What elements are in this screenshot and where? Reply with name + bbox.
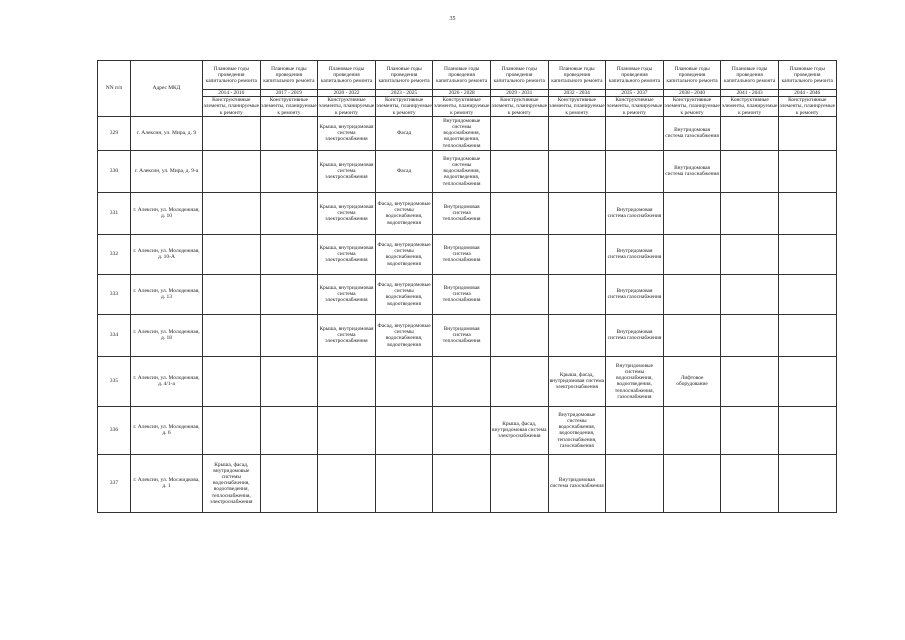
repair-elements-cell <box>548 192 606 234</box>
repair-elements-cell: Фасад, внутридомовые системы водоснабжения, водоотведения <box>375 274 433 314</box>
repair-elements-cell <box>433 356 491 406</box>
repair-elements-cell <box>663 192 721 234</box>
row-address: г. Алексин, ул. Молодежная, д. 18 <box>131 314 203 356</box>
repair-elements-cell <box>721 116 779 150</box>
repair-elements-cell <box>203 234 261 274</box>
row-number: 333 <box>98 274 131 314</box>
row-address: г. Алексин, ул. Молодежная, д. 13 <box>131 274 203 314</box>
page-number: 35 <box>449 16 456 22</box>
repair-elements-cell: Внутридомовая система теплоснабжения <box>433 192 491 234</box>
row-address: г. Алексин, ул. Мира, д. 9 <box>131 116 203 150</box>
repair-elements-cell: Фасад <box>375 150 433 192</box>
repair-elements-cell <box>490 356 548 406</box>
header-period-years: 2029 - 2031 <box>490 90 548 97</box>
row-address: г. Алексин, ул. Мосжидкова, д. 1 <box>131 454 203 512</box>
header-period-title: Плановые годы проведения капитального ремонта <box>490 61 548 90</box>
header-elements-title: Конструктивные элементы, планируемые к ремонту <box>318 97 375 116</box>
header-period-title: Плановые годы проведения капитального ремонта <box>778 61 836 90</box>
header-period-years: 2038 - 2040 <box>663 90 721 97</box>
repair-elements-cell: Крыша, внутридомовая система электроснабжения <box>318 150 376 192</box>
table-row <box>98 116 837 150</box>
header-period-years: 2044 - 2046 <box>778 90 836 97</box>
repair-elements-cell <box>721 274 779 314</box>
repair-elements-cell <box>548 150 606 192</box>
header-elements-title: Конструктивные элементы, планируемые к ремонту <box>721 97 778 116</box>
table-row <box>98 150 837 192</box>
repair-elements-cell: Внутридомовая система теплоснабжения <box>433 234 491 274</box>
repair-elements-cell <box>663 274 721 314</box>
repair-elements-cell: Внутридомовые системы водоснабжения, водоотведения, теплоснабжения <box>433 116 491 150</box>
repair-elements-cell <box>548 116 606 150</box>
repair-elements-cell <box>721 234 779 274</box>
repair-elements-cell <box>490 274 548 314</box>
repair-elements-cell: Крыша, внутридомовая система электроснабжения <box>318 192 376 234</box>
repair-elements-cell <box>721 150 779 192</box>
header-period-title: Плановые годы проведения капитального ремонта <box>663 61 721 90</box>
repair-elements-cell <box>606 116 664 150</box>
header-period-title: Плановые годы проведения капитального ремонта <box>548 61 606 90</box>
repair-elements-cell: Внутридомовая система газоснабжения <box>606 314 664 356</box>
row-number: 334 <box>98 314 131 356</box>
row-address: г. Алексин, ул. Молодежная, д. 4/1-а <box>131 356 203 406</box>
repair-elements-cell: Внутридомовая система газоснабжения <box>663 150 721 192</box>
repair-elements-cell <box>606 454 664 512</box>
repair-elements-cell <box>606 150 664 192</box>
repair-elements-cell: Фасад <box>375 116 433 150</box>
repair-elements-cell: Внутридомовая система теплоснабжения <box>433 314 491 356</box>
repair-elements-cell <box>203 274 261 314</box>
repair-elements-cell <box>318 454 376 512</box>
repair-elements-cell <box>203 314 261 356</box>
repair-elements-cell <box>490 150 548 192</box>
row-number: 332 <box>98 234 131 274</box>
repair-elements-cell <box>260 116 318 150</box>
repair-elements-cell <box>663 406 721 454</box>
header-period-years: 2041 - 2043 <box>721 90 779 97</box>
repair-elements-cell: Лифтовое оборудование <box>663 356 721 406</box>
header-num: NN п/п <box>98 61 131 117</box>
row-number: 331 <box>98 192 131 234</box>
repair-elements-cell <box>260 314 318 356</box>
header-period-title: Плановые годы проведения капитального ремонта <box>318 61 376 90</box>
repair-elements-cell <box>375 356 433 406</box>
repair-elements-cell <box>203 150 261 192</box>
repair-elements-cell: Внутридомовые системы водоснабжения, водоотведения, теплоснабжения <box>433 150 491 192</box>
row-number: 329 <box>98 116 131 150</box>
repair-elements-cell <box>490 314 548 356</box>
repair-elements-cell <box>548 274 606 314</box>
repair-elements-cell: Крыша, внутридомовая система электроснабжения <box>318 274 376 314</box>
header-period-title: Плановые годы проведения капитального ремонта <box>203 61 261 90</box>
repair-elements-cell: Фасад, внутридомовые системы водоснабжения, водоотведения <box>375 192 433 234</box>
repair-elements-cell <box>433 406 491 454</box>
header-elements-title: Конструктивные элементы, планируемые к ремонту <box>549 97 605 116</box>
header-period-years: 2026 - 2028 <box>433 90 491 97</box>
header-elements-title: Конструктивные элементы, планируемые к ремонту <box>261 97 317 116</box>
header-elements-title: Конструктивные элементы, планируемые к ремонту <box>376 97 432 116</box>
repair-elements-cell <box>260 274 318 314</box>
repair-elements-cell <box>490 454 548 512</box>
table-row <box>98 454 837 512</box>
repair-elements-cell: Внутридомовая система газоснабжения <box>606 192 664 234</box>
repair-elements-cell <box>778 314 836 356</box>
repair-elements-cell <box>778 356 836 406</box>
repair-elements-cell <box>375 454 433 512</box>
header-period-years: 2014 - 2016 <box>203 90 261 97</box>
header-period-title: Плановые годы проведения капитального ремонта <box>433 61 491 90</box>
repair-elements-cell <box>663 314 721 356</box>
row-number: 336 <box>98 406 131 454</box>
repair-elements-cell: Внутридомовая система газоснабжения <box>663 116 721 150</box>
header-period-title: Плановые годы проведения капитального ремонта <box>260 61 318 90</box>
repair-elements-cell <box>260 454 318 512</box>
repair-elements-cell: Крыша, фасад, внутридомовые системы водоснабжения, водоотведения, теплоснабжения, электроснабжения <box>203 454 261 512</box>
repair-elements-cell <box>203 192 261 234</box>
table-row <box>98 274 837 314</box>
repair-elements-cell: Внутридомовая система газоснабжения <box>606 274 664 314</box>
row-address: г. Алексин, ул. Мира, д. 9-а <box>131 150 203 192</box>
repair-elements-cell: Внутридомовые системы водоснабжения, водоотведения, теплоснабжения, газоснабжения <box>606 356 664 406</box>
repair-elements-cell <box>778 454 836 512</box>
repair-elements-cell <box>778 274 836 314</box>
repair-elements-cell <box>318 406 376 454</box>
repair-elements-cell <box>203 116 261 150</box>
repair-elements-cell: Крыша, фасад, внутридомовая система электроснабжения <box>548 356 606 406</box>
repair-elements-cell <box>375 406 433 454</box>
repair-elements-cell <box>778 234 836 274</box>
repair-elements-cell: Крыша, внутридомовая система электроснабжения <box>318 314 376 356</box>
header-period-years: 2023 - 2025 <box>375 90 433 97</box>
row-number: 330 <box>98 150 131 192</box>
repair-elements-cell <box>318 356 376 406</box>
repair-schedule-table <box>97 60 837 513</box>
row-address: г. Алексин, ул. Молодежная, д. 10 <box>131 192 203 234</box>
repair-elements-cell <box>606 406 664 454</box>
repair-elements-cell <box>548 234 606 274</box>
row-address: г. Алексин, ул. Молодежная, д. 6 <box>131 406 203 454</box>
table-row <box>98 406 837 454</box>
repair-elements-cell <box>490 116 548 150</box>
header-period-title: Плановые годы проведения капитального ремонта <box>375 61 433 90</box>
repair-elements-cell <box>778 116 836 150</box>
repair-elements-cell <box>490 192 548 234</box>
header-period-years: 2020 - 2022 <box>318 90 376 97</box>
repair-elements-cell <box>663 234 721 274</box>
repair-elements-cell <box>260 406 318 454</box>
header-elements-title: Конструктивные элементы, планируемые к ремонту <box>203 97 260 116</box>
header-address: Адрес МКД <box>131 61 203 117</box>
row-number: 335 <box>98 356 131 406</box>
header-period-title: Плановые годы проведения капитального ремонта <box>606 61 664 90</box>
repair-elements-cell <box>721 314 779 356</box>
repair-elements-cell <box>721 192 779 234</box>
repair-elements-cell <box>260 150 318 192</box>
repair-elements-cell <box>203 406 261 454</box>
repair-elements-cell <box>260 192 318 234</box>
repair-elements-cell <box>778 406 836 454</box>
row-address: г. Алексин, ул. Молодежная, д. 10-А <box>131 234 203 274</box>
row-number: 337 <box>98 454 131 512</box>
repair-elements-cell: Крыша, внутридомовая система электроснабжения <box>318 234 376 274</box>
repair-elements-cell: Внутридомовые системы водоснабжения, водоотведения, теплоснабжения, газоснабжения <box>548 406 606 454</box>
header-elements-title: Конструктивные элементы, планируемые к ремонту <box>664 97 720 116</box>
repair-elements-cell <box>721 356 779 406</box>
repair-elements-cell: Крыша, внутридомовая система электроснабжения <box>318 116 376 150</box>
repair-elements-cell <box>490 234 548 274</box>
repair-elements-cell <box>548 314 606 356</box>
table-row <box>98 314 837 356</box>
repair-elements-cell <box>433 454 491 512</box>
repair-elements-cell <box>663 454 721 512</box>
repair-elements-cell <box>260 356 318 406</box>
header-elements-title: Конструктивные элементы, планируемые к ремонту <box>433 97 490 116</box>
table-row <box>98 192 837 234</box>
repair-elements-cell <box>721 454 779 512</box>
repair-elements-cell <box>721 406 779 454</box>
repair-elements-cell: Внутридомовая система газоснабжения <box>548 454 606 512</box>
header-period-years: 2035 - 2037 <box>606 90 664 97</box>
repair-elements-cell: Фасад, внутридомовые системы водоснабжения, водоотведения <box>375 314 433 356</box>
repair-elements-cell: Крыша, фасад, внутридомовая система электроснабжения <box>490 406 548 454</box>
header-period-years: 2017 - 2019 <box>260 90 318 97</box>
table-row <box>98 356 837 406</box>
repair-elements-cell: Фасад, внутридомовые системы водоснабжения, водоотведения <box>375 234 433 274</box>
header-period-years: 2032 - 2034 <box>548 90 606 97</box>
repair-elements-cell: Внутридомовая система теплоснабжения <box>433 274 491 314</box>
repair-elements-cell <box>203 356 261 406</box>
repair-elements-cell: Внутридомовая система газоснабжения <box>606 234 664 274</box>
table-row <box>98 234 837 274</box>
header-elements-title: Конструктивные элементы, планируемые к ремонту <box>491 97 547 116</box>
repair-elements-cell <box>778 150 836 192</box>
repair-elements-cell <box>260 234 318 274</box>
header-period-title: Плановые годы проведения капитального ремонта <box>721 61 779 90</box>
header-elements-title: Конструктивные элементы, планируемые к ремонту <box>779 97 835 116</box>
repair-elements-cell <box>778 192 836 234</box>
header-elements-title: Конструктивные элементы, планируемые к ремонту <box>606 97 663 116</box>
